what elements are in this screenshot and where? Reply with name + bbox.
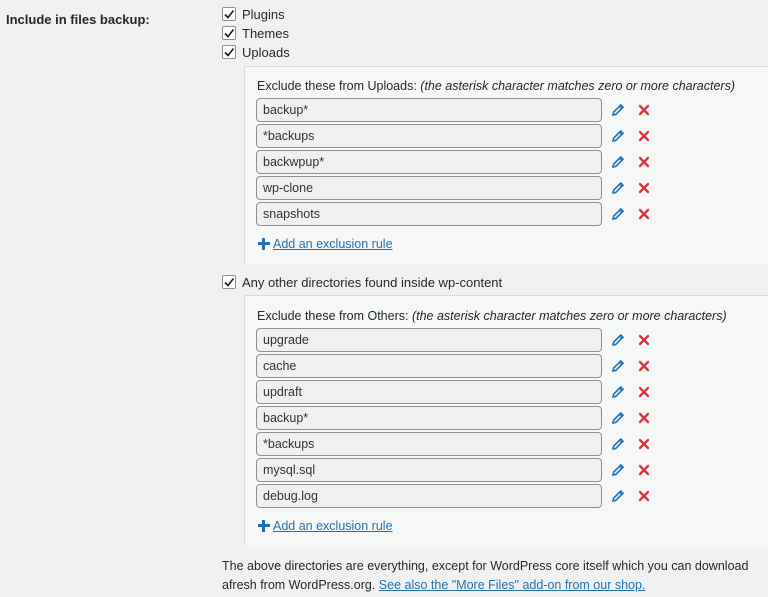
- cross-icon[interactable]: [637, 207, 651, 221]
- cross-icon[interactable]: [637, 463, 651, 477]
- uploads-rule-field[interactable]: *backups: [256, 124, 602, 148]
- pencil-icon[interactable]: [611, 411, 625, 425]
- pencil-icon[interactable]: [611, 103, 625, 117]
- checkmark-icon: [223, 27, 235, 39]
- uploads-checkbox[interactable]: [222, 45, 236, 59]
- pencil-icon[interactable]: [611, 359, 625, 373]
- checkmark-icon: [223, 8, 235, 20]
- uploads-rule-field[interactable]: snapshots: [256, 202, 602, 226]
- checkmark-icon: [223, 46, 235, 58]
- checkbox-row-others[interactable]: [222, 273, 502, 291]
- checkmark-icon: [223, 276, 235, 288]
- checkbox-row-plugins[interactable]: [222, 5, 285, 23]
- cross-icon[interactable]: [637, 155, 651, 169]
- uploads-exclusion-heading: Exclude these from Uploads: (the asterisk character matches zero or more characters): [257, 79, 735, 93]
- pencil-icon[interactable]: [611, 385, 625, 399]
- others-rule-field[interactable]: debug.log: [256, 484, 602, 508]
- others-rule-field[interactable]: cache: [256, 354, 602, 378]
- cross-icon[interactable]: [637, 333, 651, 347]
- section-label: Include in files backup:: [6, 12, 150, 27]
- themes-label: Themes: [242, 25, 289, 41]
- more-files-link[interactable]: See also the "More Files" add-on from our shop.: [378, 578, 646, 592]
- plugins-checkbox[interactable]: [222, 7, 236, 21]
- pencil-icon[interactable]: [611, 333, 625, 347]
- uploads-rule-field[interactable]: wp-clone: [256, 176, 602, 200]
- cross-icon[interactable]: [637, 437, 651, 451]
- pencil-icon[interactable]: [611, 207, 625, 221]
- others-exclusion-hint: (the asterisk character matches zero or more characters): [411, 309, 727, 323]
- others-rule-field[interactable]: mysql.sql: [256, 458, 602, 482]
- uploads-rule-field[interactable]: backup*: [256, 98, 602, 122]
- add-exclusion-link[interactable]: Add an exclusion rule: [273, 237, 393, 251]
- checkbox-row-themes[interactable]: [222, 24, 289, 42]
- cross-icon[interactable]: [637, 129, 651, 143]
- checkbox-row-uploads[interactable]: [222, 43, 290, 61]
- uploads-add-exclusion-button[interactable]: [258, 236, 393, 252]
- pencil-icon[interactable]: [611, 489, 625, 503]
- others-label: Any other directories found inside wp-content: [242, 274, 503, 290]
- uploads-label: Uploads: [242, 44, 290, 60]
- cross-icon[interactable]: [637, 489, 651, 503]
- others-exclusion-heading: Exclude these from Others: (the asterisk character matches zero or more characters): [257, 309, 727, 323]
- others-add-exclusion-button[interactable]: [258, 518, 393, 534]
- others-rule-field[interactable]: *backups: [256, 432, 602, 456]
- add-exclusion-link[interactable]: Add an exclusion rule: [273, 519, 393, 533]
- uploads-exclusion-hint: (the asterisk character matches zero or more characters): [420, 79, 735, 93]
- cross-icon[interactable]: [637, 181, 651, 195]
- cross-icon[interactable]: [637, 103, 651, 117]
- plus-icon: [258, 520, 270, 532]
- plugins-label: Plugins: [242, 6, 285, 22]
- others-checkbox[interactable]: [222, 275, 236, 289]
- pencil-icon[interactable]: [611, 155, 625, 169]
- themes-checkbox[interactable]: [222, 26, 236, 40]
- uploads-rule-field[interactable]: backwpup*: [256, 150, 602, 174]
- pencil-icon[interactable]: [611, 463, 625, 477]
- others-rule-field[interactable]: backup*: [256, 406, 602, 430]
- cross-icon[interactable]: [637, 359, 651, 373]
- footer-text: The above directories are everything, except for WordPress core itself which you can download afresh from WordPress.org.: [222, 559, 749, 592]
- plus-icon: [258, 238, 270, 250]
- pencil-icon[interactable]: [611, 129, 625, 143]
- cross-icon[interactable]: [637, 385, 651, 399]
- others-rule-field[interactable]: upgrade: [256, 328, 602, 352]
- footer-note: [222, 557, 766, 595]
- pencil-icon[interactable]: [611, 181, 625, 195]
- pencil-icon[interactable]: [611, 437, 625, 451]
- others-rule-field[interactable]: updraft: [256, 380, 602, 404]
- cross-icon[interactable]: [637, 411, 651, 425]
